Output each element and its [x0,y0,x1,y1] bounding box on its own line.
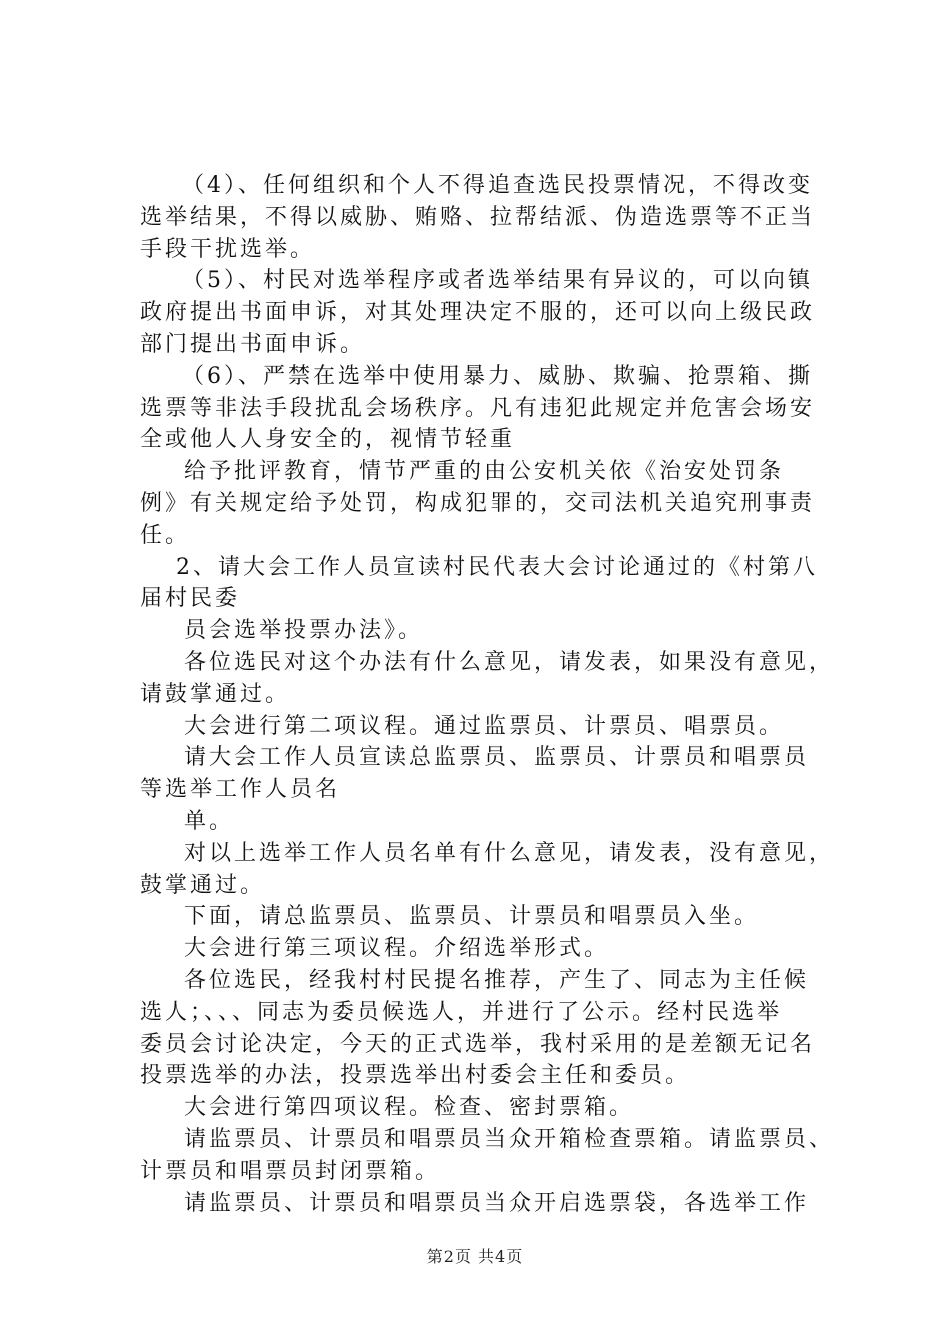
text-line: 单。 [184,808,235,834]
text-line: 各位选民对这个办法有什么意见，请发表，如果没有意见， [184,649,835,675]
page-footer: 第2页 共4页 [426,1247,524,1266]
document-body [140,170,840,1219]
text-line: 大会进行第二项议程。通过监票员、计票员、唱票员。 [184,713,785,739]
text-line: 选票等非法手段扰乱会场秩序。凡有违犯此规定并危害会场安 [140,395,816,421]
text-line: 请鼓掌通过。 [140,681,291,707]
text-line: 对以上选举工作人员名单有什么意见，请发表，没有意见， [184,840,835,866]
text-line: 各位选民，经我村村民提名推荐，产生了、同志为主任候 [184,967,810,993]
text-line: 2、请大会工作人员宣读村民代表大会讨论通过的《村第八 [176,554,818,580]
text-line: 选举结果，不得以威胁、贿赂、拉帮结派、伪造选票等不正当 [140,204,816,230]
text-line: 全或他人人身安全的，视情节轻重 [140,427,516,453]
text-line: 任。 [140,522,191,548]
text-line: 计票员和唱票员封闭票箱。 [140,1158,441,1184]
text-line: 投票选举的办法，投票选举出村委会主任和委员。 [140,1063,691,1089]
text-line: 请大会工作人员宣读总监票员、监票员、计票员和唱票员 [184,745,810,771]
text-line: 员会选举投票办法》。 [184,618,424,644]
text-line: 等选举工作人员名 [140,777,341,803]
text-line: 鼓掌通过。 [140,872,266,898]
text-line: 请监票员、计票员和唱票员当众开箱检查票箱。请监票员、 [184,1126,835,1152]
text-line: （4）、任何组织和个人不得追查选民投票情况，不得改变 [182,173,813,198]
text-line: 下面，请总监票员、监票员、计票员和唱票员入坐。 [184,904,760,930]
text-line: 大会进行第三项议程。介绍选举形式。 [184,936,610,962]
text-line: 例》有关规定给予处罚，构成犯罪的，交司法机关追究刑事责 [140,490,816,516]
text-line: 政府提出书面申诉，对其处理决定不服的，还可以向上级民政 [140,300,816,326]
text-line: 请监票员、计票员和唱票员当众开启选票袋，各选举工作 [184,1190,810,1216]
text-line: 手段干扰选举。 [140,236,316,262]
text-line: 选人；、、、同志为委员候选人，并进行了公示。经村民选举 [140,999,783,1025]
text-line: 大会进行第四项议程。检查、密封票箱。 [184,1095,635,1121]
text-line: 委员会讨论决定，今天的正式选举，我村采用的是差额无记名 [140,1031,816,1057]
text-line: （5）、村民对选举程序或者选举结果有异议的，可以向镇 [182,268,813,294]
text-line: 给予批评教育，情节严重的由公安机关依《治安处罚条 [184,459,785,485]
text-line: 届村民委 [140,586,241,612]
text-line: 部门提出书面申诉。 [140,331,366,357]
text-line: （6）、严禁在选举中使用暴力、威胁、欺骗、抢票箱、撕 [182,363,813,389]
